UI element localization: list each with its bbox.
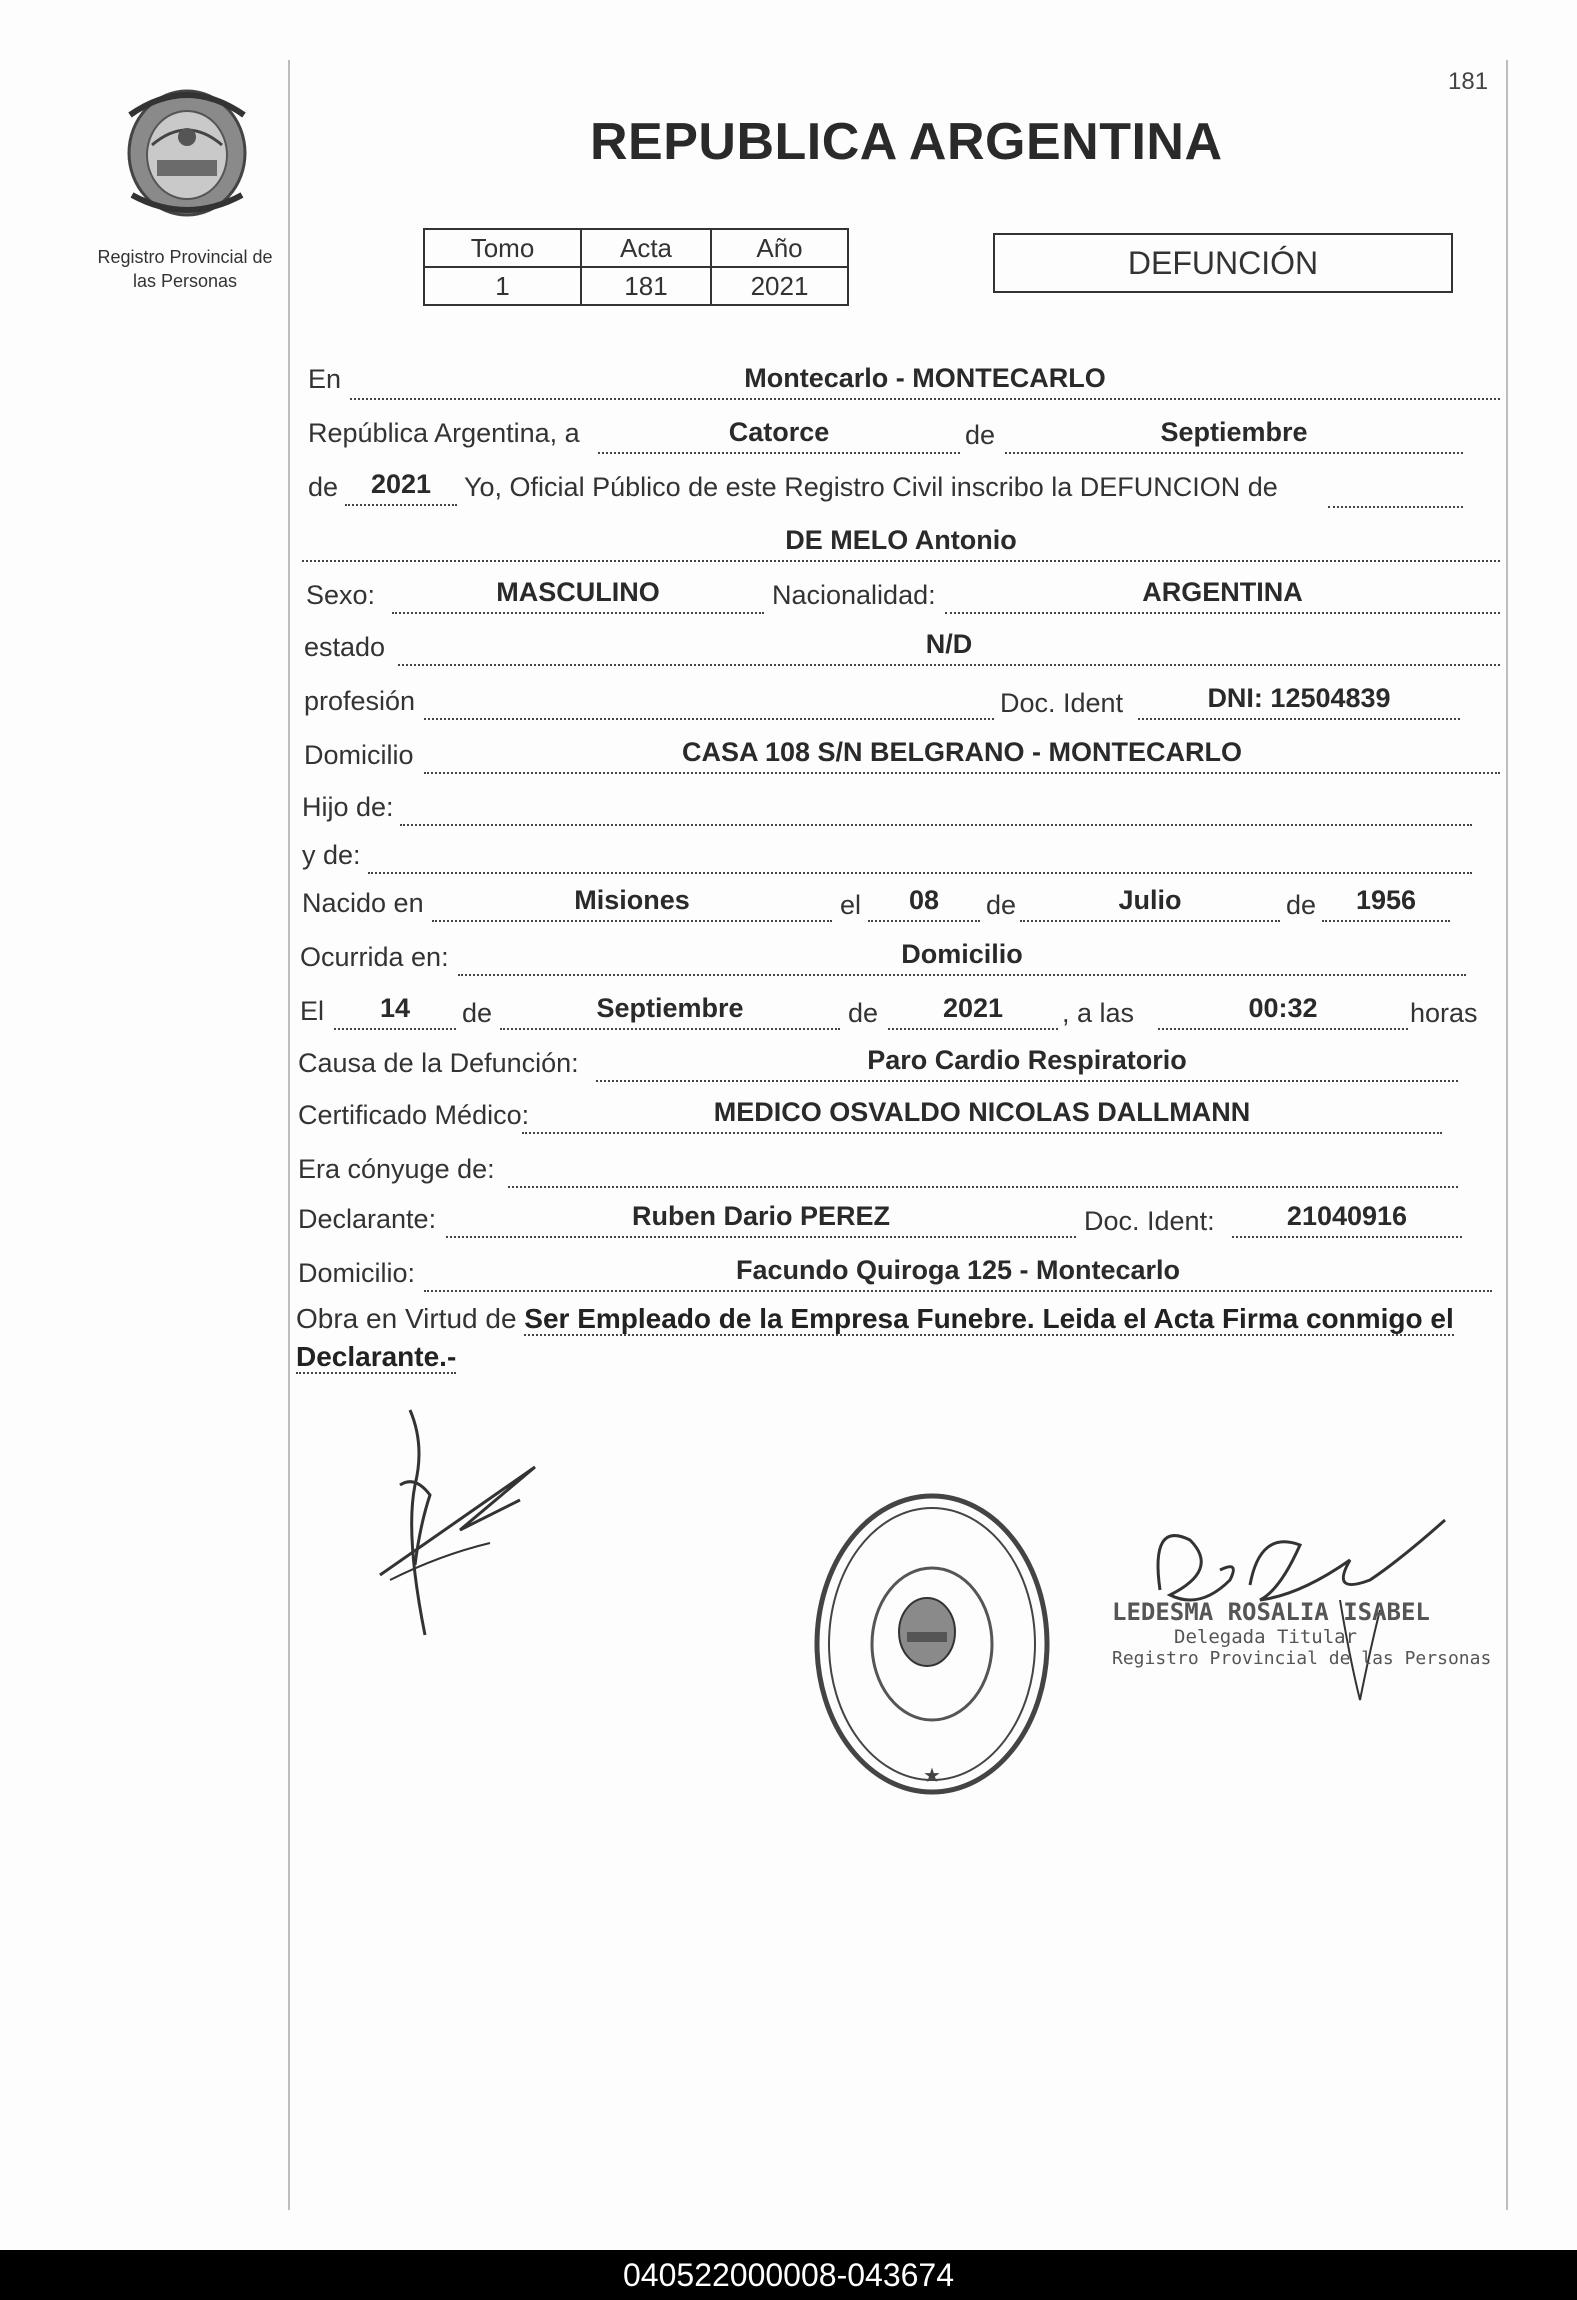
ocurrida-label: Ocurrida en: bbox=[300, 942, 449, 972]
death-month-field bbox=[500, 994, 840, 1030]
causa-value: Paro Cardio Respiratorio bbox=[867, 1045, 1187, 1075]
tomo-value: 1 bbox=[424, 267, 581, 305]
official-org: Registro Provincial de las Personas bbox=[1112, 1648, 1492, 1669]
cert-value: MEDICO OSVALDO NICOLAS DALLMANN bbox=[713, 1097, 1251, 1127]
page-number: 181 bbox=[1448, 68, 1489, 95]
official-stamp bbox=[1112, 1598, 1491, 1669]
day-words-field bbox=[598, 418, 960, 454]
cert-field bbox=[522, 1098, 1442, 1134]
el2-label: El bbox=[300, 996, 325, 1026]
declarante-field bbox=[446, 1202, 1076, 1238]
en-label: En bbox=[308, 364, 342, 394]
time-value: 00:32 bbox=[1248, 993, 1318, 1023]
conyuge-field bbox=[508, 1152, 1458, 1188]
ocurrida-value: Domicilio bbox=[901, 939, 1023, 969]
de3-label: de bbox=[986, 890, 1017, 920]
conyuge-label: Era cónyuge de: bbox=[298, 1154, 495, 1184]
doc-label: Doc. Ident bbox=[1000, 688, 1124, 718]
tomo-header: Tomo bbox=[424, 229, 581, 267]
doc2-value: 21040916 bbox=[1286, 1201, 1408, 1231]
anio-value: 2021 bbox=[711, 267, 848, 305]
day-words-value: Catorce bbox=[728, 417, 830, 447]
year-field bbox=[345, 470, 457, 506]
record-type-box: DEFUNCIÓN bbox=[993, 233, 1453, 293]
yde-label: y de: bbox=[302, 840, 361, 870]
domicilio-field bbox=[424, 738, 1500, 774]
doc2-field bbox=[1232, 1202, 1462, 1238]
document-code-bar: 040522000008-043674 bbox=[0, 2250, 1577, 2300]
nacionalidad-value: ARGENTINA bbox=[1142, 577, 1303, 607]
registry-organization bbox=[80, 245, 290, 293]
deceased-field bbox=[302, 526, 1500, 562]
org-line-1: Registro Provincial de bbox=[97, 247, 273, 267]
sexo-label: Sexo: bbox=[306, 580, 376, 610]
svg-text:★: ★ bbox=[923, 1763, 941, 1787]
obra-paragraph bbox=[296, 1300, 1491, 1376]
birth-year-field bbox=[1322, 886, 1450, 922]
nacionalidad-label: Nacionalidad: bbox=[772, 580, 936, 610]
de5-label: de bbox=[462, 998, 493, 1028]
declarante-label: Declarante: bbox=[298, 1204, 437, 1234]
nacido-value: Misiones bbox=[574, 885, 690, 915]
nacido-field bbox=[432, 886, 832, 922]
statement-fill bbox=[1328, 472, 1463, 508]
republica-label: República Argentina, a bbox=[308, 418, 580, 448]
ocurrida-field bbox=[458, 940, 1466, 976]
doc2-label: Doc. Ident: bbox=[1084, 1206, 1215, 1236]
death-year-field bbox=[888, 994, 1058, 1030]
birth-day-value: 08 bbox=[908, 885, 940, 915]
causa-label: Causa de la Defunción: bbox=[298, 1048, 579, 1078]
de4-label: de bbox=[1286, 890, 1317, 920]
nacionalidad-field bbox=[945, 578, 1500, 614]
causa-field bbox=[596, 1046, 1458, 1082]
declarant-signature-icon bbox=[370, 1405, 550, 1665]
declarante-value: Ruben Dario PEREZ bbox=[631, 1201, 891, 1231]
place-field bbox=[350, 364, 1500, 400]
domicilio2-field bbox=[424, 1256, 1492, 1292]
registry-table bbox=[423, 228, 849, 306]
domicilio-value: CASA 108 S/N BELGRANO - MONTECARLO bbox=[681, 737, 1243, 767]
month-field bbox=[1005, 418, 1463, 454]
death-month-value: Septiembre bbox=[596, 993, 744, 1023]
estado-value: N/D bbox=[925, 629, 973, 659]
official-title: Delegada Titular bbox=[1174, 1626, 1358, 1648]
hijo-field bbox=[400, 790, 1472, 826]
place-value: Montecarlo - MONTECARLO bbox=[744, 363, 1106, 393]
doc-field bbox=[1138, 684, 1460, 720]
org-line-2: las Personas bbox=[132, 271, 238, 291]
domicilio2-value: Facundo Quiroga 125 - Montecarlo bbox=[735, 1255, 1181, 1285]
death-day-field bbox=[334, 994, 456, 1030]
estado-label: estado bbox=[304, 632, 386, 662]
birth-year-value: 1956 bbox=[1355, 885, 1417, 915]
sexo-field bbox=[392, 578, 764, 614]
month-value: Septiembre bbox=[1160, 417, 1308, 447]
de2-label: de bbox=[308, 472, 339, 502]
right-margin-line bbox=[1506, 60, 1508, 2210]
page-title: REPUBLICA ARGENTINA bbox=[590, 113, 1223, 171]
time-field bbox=[1158, 994, 1408, 1030]
acta-value: 181 bbox=[581, 267, 711, 305]
obra-value: Ser Empleado de la Empresa Funebre. Leida el Acta Firma conmigo el Declarante.- bbox=[296, 1303, 1454, 1372]
sexo-value: MASCULINO bbox=[496, 577, 660, 607]
horas-label: horas bbox=[1410, 998, 1478, 1028]
de6-label: de bbox=[848, 998, 879, 1028]
official-name: LEDESMA ROSALIA ISABEL bbox=[1112, 1598, 1430, 1626]
year-value: 2021 bbox=[370, 469, 432, 499]
province-crest-icon bbox=[112, 75, 262, 225]
deceased-value: DE MELO Antonio bbox=[785, 525, 1017, 555]
birth-month-value: Julio bbox=[1118, 885, 1182, 915]
el-label: el bbox=[840, 890, 862, 920]
death-year-value: 2021 bbox=[942, 993, 1004, 1023]
profesion-label: profesión bbox=[304, 686, 416, 716]
profesion-field bbox=[424, 684, 994, 720]
left-margin-line bbox=[288, 60, 290, 2210]
domicilio-label: Domicilio bbox=[304, 740, 414, 770]
obra-label: Obra en Virtud de bbox=[296, 1303, 517, 1334]
doc-value: DNI: 12504839 bbox=[1207, 683, 1391, 713]
statement-text: Yo, Oficial Público de este Registro Civil inscribo la DEFUNCION de bbox=[464, 472, 1278, 502]
acta-header: Acta bbox=[581, 229, 711, 267]
birth-day-field bbox=[868, 886, 980, 922]
yde-field bbox=[368, 838, 1472, 874]
hijo-label: Hijo de: bbox=[302, 792, 394, 822]
birth-month-field bbox=[1020, 886, 1280, 922]
registry-seal-icon bbox=[812, 1492, 1052, 1797]
domicilio2-label: Domicilio: bbox=[298, 1258, 416, 1288]
death-day-value: 14 bbox=[379, 993, 411, 1023]
estado-field bbox=[398, 630, 1500, 666]
de-label: de bbox=[965, 420, 996, 450]
anio-header: Año bbox=[711, 229, 848, 267]
cert-label: Certificado Médico: bbox=[298, 1100, 530, 1130]
alas-label: , a las bbox=[1062, 998, 1135, 1028]
nacido-label: Nacido en bbox=[302, 888, 424, 918]
